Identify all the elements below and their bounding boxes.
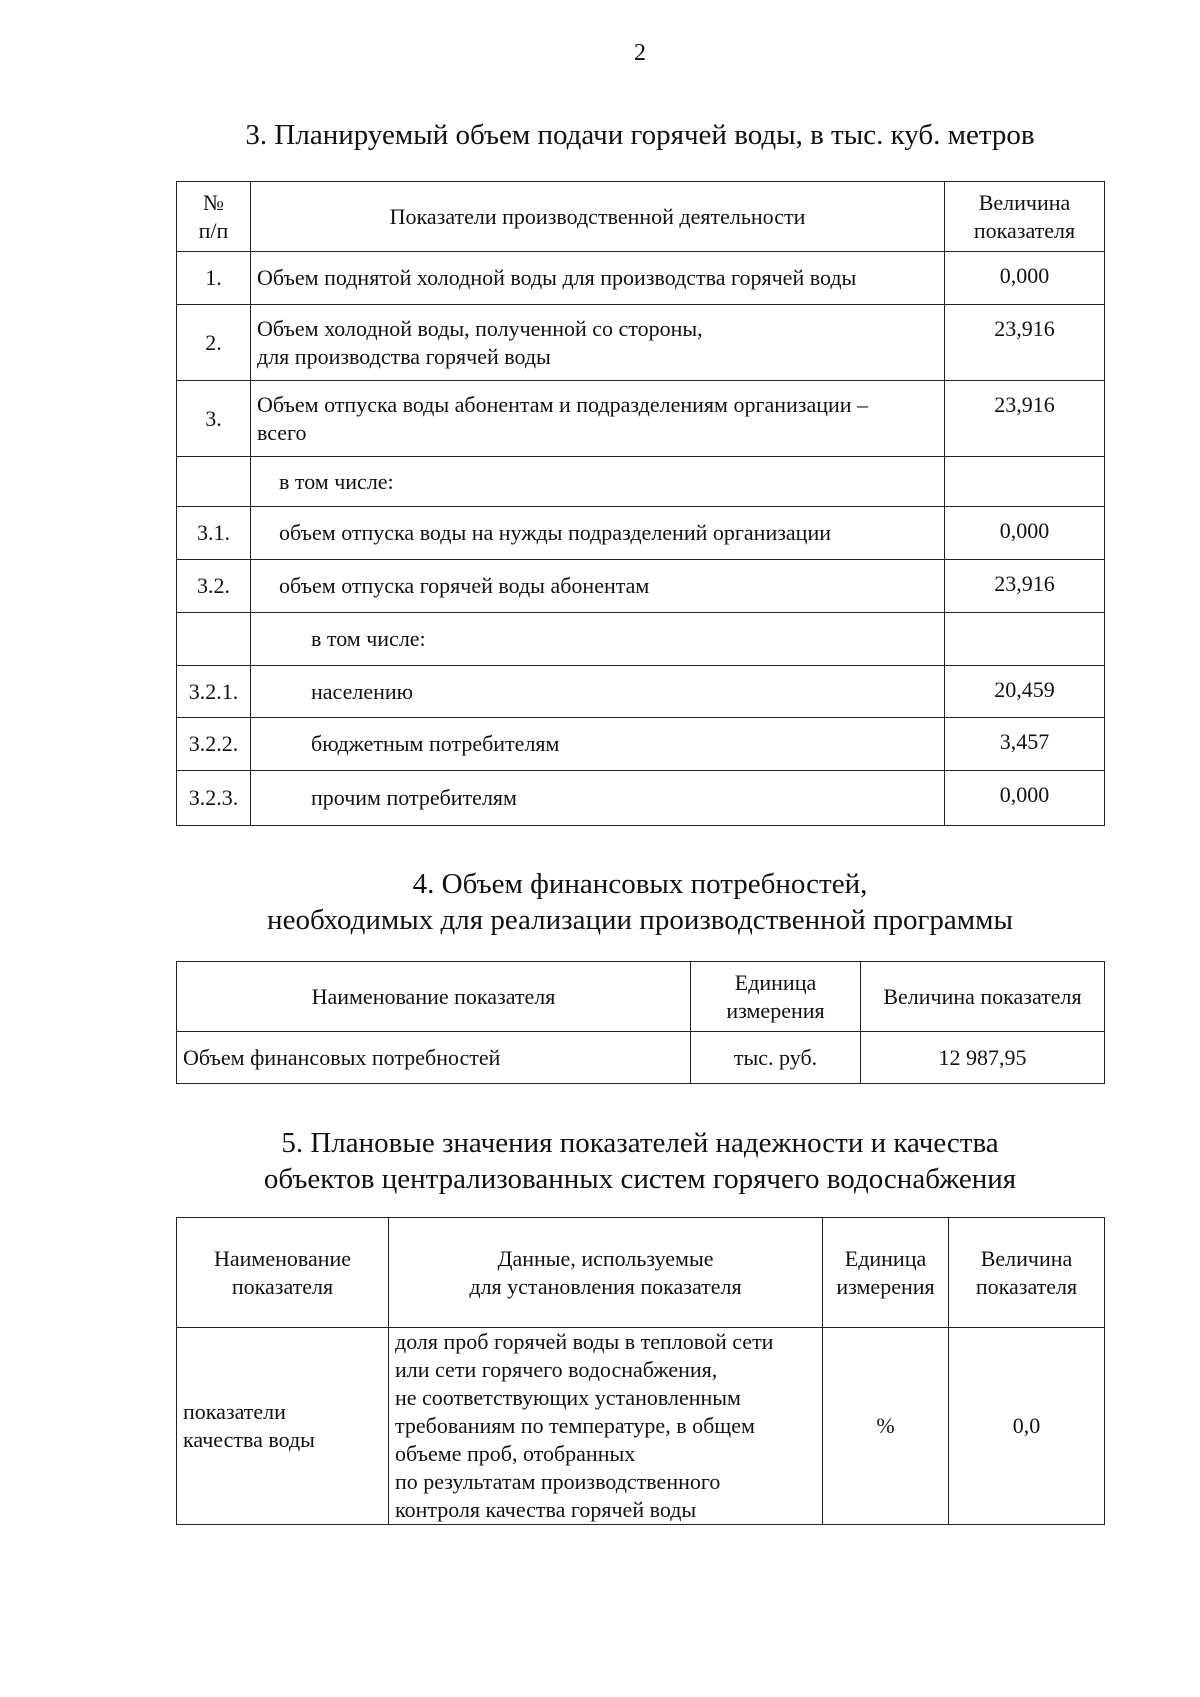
table-row — [177, 381, 1105, 457]
row-indicator: в том числе: — [251, 613, 945, 666]
row-name: показатели качества воды — [177, 1328, 389, 1525]
row-number: 3.2.1. — [177, 666, 251, 718]
row-indicator: прочим потребителям — [251, 771, 945, 826]
header-unit: Единица измерения — [691, 962, 861, 1032]
row-number: 1. — [177, 252, 251, 305]
row-data-description: доля проб горячей воды в тепловой сети или сети горячего водоснабжения, не соответствующих установленным требованиям по температуре, в общем объеме проб, отобранных по результатам производственного контроля качества горячей воды — [389, 1328, 823, 1525]
section-5-title: 5. Плановые значения показателей надежности и качества объектов централизованных систем горячего водоснабжения — [263, 1127, 1017, 1195]
header-unit: Единица измерения — [823, 1218, 949, 1328]
row-number — [177, 613, 251, 666]
header-data: Данные, используемые для установления показателя — [389, 1218, 823, 1328]
financial-needs-table — [176, 961, 1105, 1084]
row-value: 0,0 — [949, 1328, 1105, 1525]
page-number: 2 — [634, 40, 646, 66]
water-volume-table — [176, 181, 1105, 826]
row-indicator: бюджетным потребителям — [251, 718, 945, 771]
header-value: Величина показателя — [945, 182, 1105, 252]
row-value: 3,457 — [945, 718, 1105, 771]
row-value: 23,916 — [945, 381, 1105, 457]
row-value — [945, 457, 1105, 507]
row-number: 3.1. — [177, 507, 251, 560]
table-row — [177, 507, 1105, 560]
row-indicator: Объем поднятой холодной воды для производства горячей воды — [251, 252, 945, 305]
row-value: 23,916 — [945, 560, 1105, 613]
row-value: 0,000 — [945, 771, 1105, 826]
table-row — [177, 1032, 1105, 1084]
header-value: Величина показателя — [861, 962, 1105, 1032]
row-number: 3.2.2. — [177, 718, 251, 771]
table-row — [177, 613, 1105, 666]
row-value: 23,916 — [945, 305, 1105, 381]
table-row — [177, 718, 1105, 771]
table-row — [177, 305, 1105, 381]
row-unit: тыс. руб. — [691, 1032, 861, 1084]
row-number: 2. — [177, 305, 251, 381]
header-value: Величина показателя — [949, 1218, 1105, 1328]
row-number: 3.2. — [177, 560, 251, 613]
table-header-row — [177, 182, 1105, 252]
header-indicator: Показатели производственной деятельности — [251, 182, 945, 252]
section-4-title: 4. Объем финансовых потребностей, необходимых для реализации производственной программы — [267, 868, 1013, 936]
row-indicator: населению — [251, 666, 945, 718]
row-number: 3.2.3. — [177, 771, 251, 826]
row-unit: % — [823, 1328, 949, 1525]
row-value: 0,000 — [945, 252, 1105, 305]
row-value — [945, 613, 1105, 666]
table-row — [177, 666, 1105, 718]
table-header-row — [177, 1218, 1105, 1328]
row-number — [177, 457, 251, 507]
row-indicator: объем отпуска горячей воды абонентам — [251, 560, 945, 613]
section-3-title: 3. Планируемый объем подачи горячей воды, в тыс. куб. метров — [245, 119, 1035, 151]
row-indicator: объем отпуска воды на нужды подразделений организации — [251, 507, 945, 560]
row-indicator: Объем отпуска воды абонентам и подразделениям организации – всего — [251, 381, 945, 457]
table-header-row — [177, 962, 1105, 1032]
reliability-quality-table — [176, 1217, 1105, 1525]
row-number: 3. — [177, 381, 251, 457]
table-row — [177, 560, 1105, 613]
row-name: Объем финансовых потребностей — [177, 1032, 691, 1084]
row-value: 0,000 — [945, 507, 1105, 560]
table-row — [177, 771, 1105, 826]
row-indicator: в том числе: — [251, 457, 945, 507]
row-value: 12 987,95 — [861, 1032, 1105, 1084]
table-row — [177, 252, 1105, 305]
table-row — [177, 457, 1105, 507]
row-value: 20,459 — [945, 666, 1105, 718]
header-name: Наименование показателя — [177, 962, 691, 1032]
header-number: № п/п — [177, 182, 251, 252]
row-indicator: Объем холодной воды, полученной со стороны, для производства горячей воды — [251, 305, 945, 381]
header-name: Наименование показателя — [177, 1218, 389, 1328]
table-row — [177, 1328, 1105, 1525]
